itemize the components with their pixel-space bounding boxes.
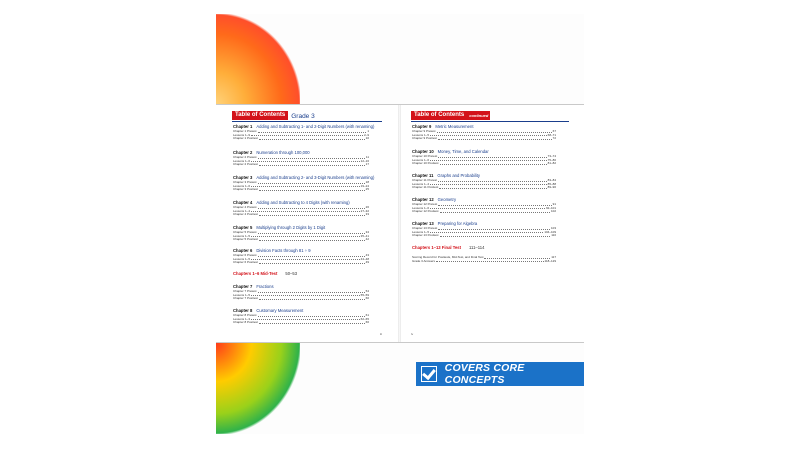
entry-pages: 75–80 — [547, 157, 556, 162]
entry-label: Lessons 1–3 — [233, 316, 251, 321]
leader-dots — [251, 160, 360, 163]
toc-entry — [233, 163, 369, 167]
entry-pages: 102 — [550, 209, 556, 214]
entry-pages: 27–32 — [360, 208, 369, 213]
entry-pages: 110 — [551, 233, 556, 238]
entry-pages: 66 — [365, 320, 369, 325]
leader-dots — [251, 294, 360, 297]
leader-dots — [259, 163, 365, 166]
leader-dots — [258, 254, 365, 257]
entry-label: Chapter 6 Pretest — [233, 253, 257, 257]
leader-dots — [438, 179, 547, 182]
toc-entry — [412, 260, 556, 264]
chapter-block — [233, 225, 369, 242]
entry-label: Chapter 5 Posttest — [233, 237, 258, 242]
chapter-title: Metric Measurement — [435, 124, 474, 129]
entry-pages: 26 — [365, 205, 369, 209]
test-pages: 50–53 — [285, 271, 298, 276]
page-number: iv — [411, 332, 414, 336]
entry-pages: 34 — [365, 230, 369, 234]
entry-pages: 104–109 — [544, 229, 556, 234]
test-block — [233, 271, 369, 277]
entry-pages: 68–71 — [547, 132, 556, 137]
book-spread — [216, 105, 584, 342]
badge-text: COVERS CORE CONCEPTS — [444, 362, 525, 386]
entry-label: Grade 3 Answers — [412, 258, 436, 263]
toc-label: Table of Contents — [232, 111, 288, 120]
chapter-block — [233, 308, 369, 325]
entry-pages: 1 — [367, 129, 369, 133]
leader-dots — [251, 185, 360, 188]
entry-pages: 44–48 — [360, 256, 369, 261]
entry-label: Chapter 5 Pretest — [233, 230, 257, 234]
chapter-number: Chapter 6 — [233, 248, 253, 253]
chapter-number: Chapter 4 — [233, 200, 253, 205]
chapter-number: Chapter 9 — [412, 124, 432, 129]
toc-label: Table of Contents — [411, 111, 467, 120]
chapter-title: Adding and Subtracting 1- and 2-Digit Numbers (with renaming) — [256, 124, 375, 129]
entry-pages: 43 — [365, 253, 369, 257]
leader-dots — [258, 181, 365, 184]
leader-dots — [259, 137, 365, 140]
entry-pages: 61 — [365, 313, 369, 317]
test-heading — [412, 245, 556, 251]
entry-label: Chapter 4 Posttest — [233, 212, 258, 217]
leader-dots — [438, 155, 546, 158]
chapter-title: Adding and Subtracting to 4 Digits (with renaming) — [256, 200, 350, 205]
chapter-title: Customary Measurement — [256, 308, 304, 313]
toc-rule — [232, 121, 382, 122]
entry-pages: 33 — [365, 212, 369, 217]
chapter-title: Numeration through 100,000 — [256, 150, 310, 155]
chapter-block — [233, 175, 375, 192]
entry-label: Chapter 9 Posttest — [412, 136, 437, 141]
entry-label: Chapter 3 Pretest — [233, 180, 257, 184]
leader-dots — [251, 258, 360, 261]
leader-dots — [438, 203, 551, 206]
entry-pages: 2–9 — [363, 132, 369, 137]
chapter-number: Chapter 5 — [233, 225, 253, 230]
chapter-block — [412, 221, 556, 238]
leader-dots — [430, 183, 547, 186]
entry-label: Lessons 1–5 — [412, 229, 430, 234]
entry-label: Chapter 12 Posttest — [412, 209, 439, 214]
leader-dots — [440, 162, 547, 165]
toc-entry — [412, 210, 556, 214]
entry-label: Chapter 1 Pretest — [233, 129, 257, 133]
leader-dots — [436, 260, 544, 263]
entry-label: Chapter 8 Posttest — [233, 320, 258, 325]
entry-pages: 19–24 — [360, 183, 369, 188]
entry-label: Chapter 2 Pretest — [233, 155, 257, 159]
chapter-title: Money, Time, and Calendar — [437, 149, 489, 154]
leader-dots — [251, 210, 360, 213]
leader-dots — [251, 235, 360, 238]
entry-label: Chapter 10 Posttest — [412, 161, 439, 166]
toc-entry — [233, 261, 369, 265]
chapter-title: Adding and Subtracting 2- and 3-Digit Numbers (with renaming) — [256, 175, 375, 180]
chapter-block — [412, 149, 556, 166]
entry-label: Chapter 9 Pretest — [412, 129, 436, 133]
entry-label: Lessons 1–6 — [233, 183, 251, 188]
entry-label: Lessons 1–4 — [233, 208, 251, 213]
leader-dots — [258, 206, 365, 209]
checkmark-icon — [421, 366, 437, 382]
leader-dots — [430, 134, 547, 137]
toc-entry — [233, 137, 369, 141]
chapter-number: Chapter 3 — [233, 175, 253, 180]
leader-dots — [437, 130, 552, 133]
chapter-title: Fractions — [256, 284, 274, 289]
leader-dots — [259, 213, 365, 216]
test-label: Chapters 1–6 Mid-Test — [233, 271, 278, 276]
leader-dots — [430, 207, 545, 210]
leader-dots — [258, 314, 365, 317]
toc-header — [411, 111, 490, 120]
chapter-block — [233, 200, 369, 217]
page-number: iii — [380, 332, 382, 336]
leader-dots — [430, 159, 547, 162]
entry-label: Lessons 1–6 — [412, 157, 430, 162]
leader-dots — [258, 290, 365, 293]
toc-entry — [233, 238, 369, 242]
toc-entry — [233, 213, 369, 217]
entry-pages: 117 — [551, 255, 556, 259]
chapter-number: Chapter 1 — [233, 124, 253, 129]
entry-pages: 73–74 — [547, 154, 556, 158]
entry-label: Chapter 3 Posttest — [233, 187, 258, 192]
entry-label: Lessons 1–4 — [412, 181, 430, 186]
chapter-block — [233, 150, 369, 167]
leader-dots — [258, 130, 367, 133]
entry-label: Chapter 2 Posttest — [233, 162, 258, 167]
grade-label: Grade 3 — [291, 113, 315, 120]
chapter-title: Geometry — [437, 197, 457, 202]
leader-dots — [438, 137, 552, 140]
entry-pages: 54 — [365, 289, 369, 293]
chapter-number: Chapter 13 — [412, 221, 434, 226]
chapter-number: Chapter 11 — [412, 173, 434, 178]
decorative-orange-swoosh — [216, 14, 300, 104]
entry-label: Chapter 8 Pretest — [233, 313, 257, 317]
chapter-title: Division Facts through 81 ÷ 9 — [256, 248, 311, 253]
leader-dots — [251, 318, 360, 321]
entry-pages: 83–84 — [547, 178, 556, 182]
chapter-block — [412, 173, 556, 190]
entry-pages: 103 — [550, 226, 556, 230]
toc-entry — [412, 162, 556, 166]
entry-pages: 25 — [365, 187, 369, 192]
entry-label: Lessons 1–5 — [233, 233, 251, 238]
entry-label: Lessons 1–5 — [412, 132, 430, 137]
entry-pages: 67 — [552, 129, 556, 133]
divider — [216, 342, 584, 343]
entry-pages: 62–65 — [360, 316, 369, 321]
test-heading — [233, 271, 369, 277]
entry-label: Lessons 1–9 — [233, 132, 251, 137]
entry-pages: 118–129 — [544, 258, 556, 263]
chapter-title: Graphs and Probability — [437, 173, 481, 178]
test-block — [412, 245, 556, 251]
entry-pages: 35–41 — [360, 233, 369, 238]
entry-pages: 17 — [365, 162, 369, 167]
leader-dots — [430, 231, 543, 234]
leader-dots — [438, 227, 550, 230]
chapter-number: Chapter 2 — [233, 150, 253, 155]
entry-label: Chapter 1 Posttest — [233, 136, 258, 141]
entry-pages: 92–101 — [545, 205, 556, 210]
leader-dots — [484, 256, 550, 259]
entry-pages: 85–88 — [547, 181, 556, 186]
chapter-number: Chapter 7 — [233, 284, 253, 289]
toc-header — [232, 111, 315, 120]
chapter-block — [233, 284, 369, 301]
leader-dots — [258, 156, 365, 159]
entry-pages: 91 — [552, 202, 556, 206]
leader-dots — [259, 297, 365, 300]
toc-entry — [233, 321, 369, 325]
toc-entry — [412, 234, 556, 238]
entry-label: Lessons 1–5 — [233, 256, 251, 261]
entry-label: Chapter 13 Pretest — [412, 226, 438, 230]
entry-label: Chapter 7 Pretest — [233, 289, 257, 293]
entry-pages: 55–59 — [360, 292, 369, 297]
chapter-title: Preparing for Algebra — [437, 221, 478, 226]
toc-entry — [233, 188, 369, 192]
entry-label: Chapter 6 Posttest — [233, 260, 258, 265]
toc-entry — [412, 137, 556, 141]
entry-label: Chapter 7 Posttest — [233, 296, 258, 301]
toc-entry — [233, 297, 369, 301]
chapter-number: Chapter 10 — [412, 149, 434, 154]
chapter-block — [233, 124, 375, 141]
entry-pages: 18 — [365, 180, 369, 184]
leader-dots — [251, 134, 363, 137]
entry-pages: 42 — [365, 237, 369, 242]
entry-pages: 11 — [365, 155, 369, 159]
entry-label: Scoring Record for Posttests, Mid-Test, and Final Test — [412, 255, 484, 259]
extra-entries — [412, 256, 556, 263]
entry-pages: 89–90 — [547, 185, 556, 190]
entry-pages: 72 — [552, 136, 556, 141]
entry-label: Chapter 12 Pretest — [412, 202, 438, 206]
entry-label: Lessons 1–5 — [233, 292, 251, 297]
entry-label: Chapter 4 Pretest — [233, 205, 257, 209]
test-label: Chapters 1–13 Final Test — [412, 245, 462, 250]
chapter-block — [412, 124, 556, 141]
test-pages: 111–114 — [469, 245, 485, 250]
continued-label: continued — [469, 113, 489, 118]
left-page — [216, 105, 398, 342]
entry-pages: 10 — [365, 136, 369, 141]
entry-pages: 81–82 — [547, 161, 556, 166]
entry-pages: 49 — [365, 260, 369, 265]
entry-label: Lessons 1–6 — [233, 158, 251, 163]
entry-pages: 12–16 — [360, 158, 369, 163]
leader-dots — [440, 234, 551, 237]
entry-label: Chapter 10 Pretest — [412, 154, 438, 158]
chapter-title: Multiplying through 2 Digits by 1 Digit — [256, 225, 326, 230]
leader-dots — [439, 186, 546, 189]
entry-label: Lessons 1–6 — [412, 205, 430, 210]
entry-label: Chapter 11 Posttest — [412, 185, 439, 190]
entry-label: Chapter 13 Posttest — [412, 233, 439, 238]
leader-dots — [259, 321, 365, 324]
decorative-green-swoosh — [216, 343, 300, 434]
leader-dots — [259, 261, 365, 264]
chapter-block — [412, 197, 556, 214]
toc-rule — [411, 121, 569, 122]
leader-dots — [258, 231, 365, 234]
leader-dots — [259, 238, 365, 241]
chapter-number: Chapter 8 — [233, 308, 253, 313]
chapter-block — [233, 248, 369, 265]
entry-label: Chapter 11 Pretest — [412, 178, 437, 182]
toc-entry — [412, 186, 556, 190]
leader-dots — [440, 210, 550, 213]
leader-dots — [259, 188, 365, 191]
right-page — [401, 105, 584, 342]
covers-core-concepts-badge — [416, 362, 584, 386]
entry-pages: 60 — [365, 296, 369, 301]
chapter-number: Chapter 12 — [412, 197, 434, 202]
